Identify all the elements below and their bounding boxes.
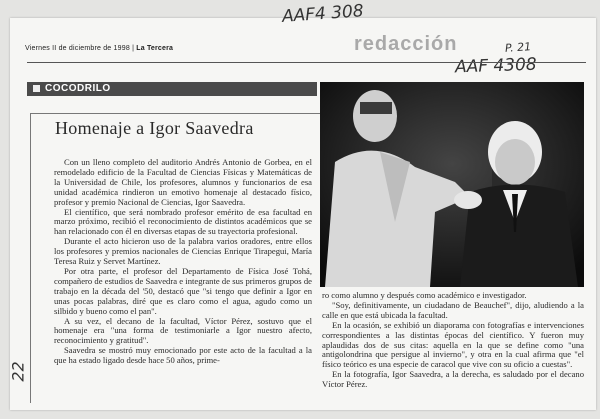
- article-paragraph: El científico, que será nombrado profesor emérito de esa facultad en marzo próximo, recibió el reconocimiento de distintos académicos que se han relacionado con él en diversas etapas de su trayectoria profesional.: [54, 206, 312, 237]
- article-paragraph: En la fotografía, Igor Saavedra, a la derecha, es saludado por el decano Víctor Pérez.: [322, 369, 584, 390]
- column-label-square-icon: [33, 85, 40, 92]
- dateline-separator: |: [132, 45, 137, 52]
- article-paragraph: ro como alumno y después como académico e investigador.: [322, 290, 527, 300]
- article-paragraph: Por otra parte, el profesor del Departamento de Física José Tohá, compañero de estudios de Saavedra e integrante de sus primeros grupos de trabajo en la década del '50, destacó que "si tengo que definir a Igor en unas pocas palabras, diré que es claro como el agua, agudo como un silbido y bueno como el pan".: [54, 265, 312, 316]
- handwritten-code-stamp: AAF 4308: [454, 54, 538, 78]
- article-box-left-border: [30, 113, 32, 403]
- handwritten-margin-number: 22: [8, 361, 28, 382]
- article-paragraph: En la ocasión, se exhibió un diaporama con fotografías e intervenciones correspondientes a las distintas épocas del científico. Y fueron muy aplaudidas dos de sus citas: aquella en la que se define como "una antigolondrina que persigue al invierno", y otra en la cual afirma que "el físico teórico es una especie de caracol que vive con su oficio a cuestas".: [322, 319, 584, 370]
- article-photo: [320, 82, 584, 287]
- photo-illustration: [320, 82, 584, 287]
- article-paragraph: A su vez, el decano de la facultad, Víctor Pérez, sostuvo que el homenaje era "una forma de testimoniarle a Igor nuestro afecto, reconocimiento y gratitud".: [54, 315, 312, 346]
- handwritten-page-note: P. 21: [504, 40, 532, 55]
- article-paragraph: Con un lleno completo del auditorio Andrés Antonio de Gorbea, en el remodelado edificio de la Facultad de Ciencias Físicas y Matemáticas de la Universidad de Chile, los profesores, alumnos y funcionarios de esa unidad académica rindieron un emotivo homenaje al destacado físico, profesor y premio Nacional de Ciencias, Igor Saavedra.: [54, 157, 312, 207]
- handwritten-code-top: AAF4 308: [281, 1, 365, 27]
- dateline-paper: La Tercera: [136, 45, 174, 52]
- column-label: COCODRILO: [45, 83, 111, 94]
- column-label-bar: [27, 82, 317, 96]
- article-paragraph: "Soy, definitivamente, un ciudadano de Beauchef", dijo, aludiendo a la calle en que está ubicada la facultad.: [322, 299, 584, 320]
- section-title: redacción: [354, 33, 458, 55]
- dateline: [25, 45, 173, 52]
- article-body-column-2: [322, 291, 584, 390]
- article-paragraph: Saavedra se mostró muy emocionado por este acto de la facultad a la que ha estado ligado desde hace 50 años, prime-: [54, 345, 312, 366]
- article-headline: Homenaje a Igor Saavedra: [55, 118, 254, 138]
- article-box-top-border: [30, 113, 320, 115]
- header-rule: [27, 62, 586, 63]
- article-paragraph: Durante el acto hicieron uso de la palabra varios oradores, entre ellos los profesores y premios nacionales de Ciencias Enrique Tirapegui, María Teresa Ruiz y Servet Martínez.: [54, 236, 312, 267]
- article-body-column-1: [54, 158, 312, 366]
- dateline-date: Viernes II de diciembre de 1998: [25, 45, 130, 52]
